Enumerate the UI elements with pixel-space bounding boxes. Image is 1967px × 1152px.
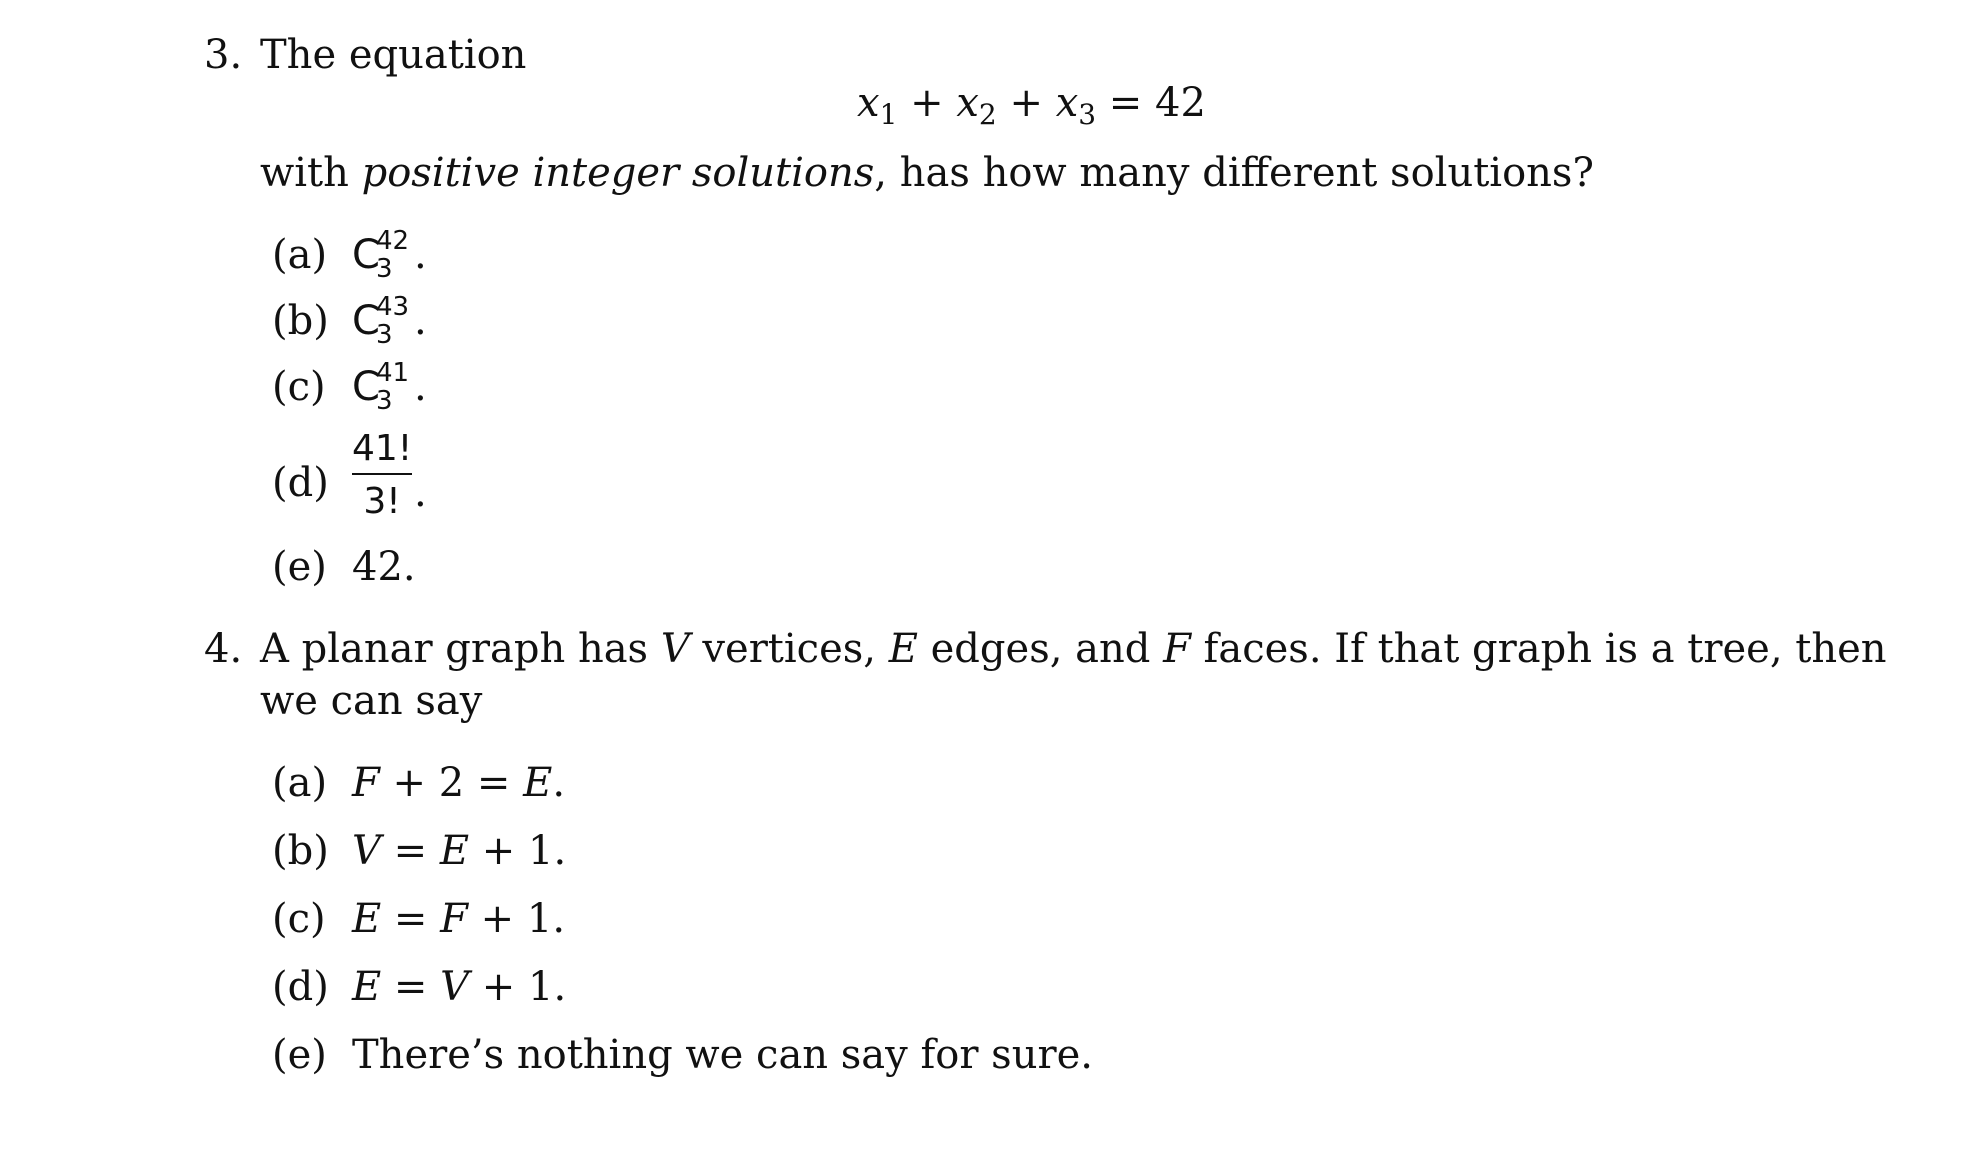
q4-option-b-label: (b) [272, 828, 329, 874]
q3-option-a-label: (a) [272, 232, 328, 278]
q4-option-e: There’s nothing we can say for sure. [352, 1032, 1093, 1078]
question-3-continuation: with positive integer solutions, has how many different solutions? [260, 150, 1594, 196]
q3-option-d-label: (d) [272, 460, 329, 506]
q3-option-a: C 42 3 . [352, 226, 427, 284]
question-3-number: 3. [204, 32, 243, 78]
q3-option-c: C 41 3 . [352, 358, 427, 416]
question-3-stem: The equation [260, 32, 527, 78]
question-4-line-2: we can say [260, 678, 483, 724]
question-4-number: 4. [204, 626, 243, 672]
q4-option-a-label: (a) [272, 760, 328, 806]
question-4-line-1: A planar graph has V vertices, E edges, and F faces. If that graph is a tree, then [260, 626, 1887, 672]
q4-option-d: E = V + 1. [352, 964, 567, 1010]
q4-option-a: F + 2 = E. [352, 760, 566, 806]
q4-option-c-label: (c) [272, 896, 326, 942]
q4-option-d-label: (d) [272, 964, 329, 1010]
q3-option-b: C 43 3 . [352, 292, 427, 350]
q3-option-d-period: . [414, 470, 427, 516]
q3-option-d-fraction: 41! 3! [352, 428, 413, 522]
q4-option-c: E = F + 1. [352, 896, 566, 942]
q4-option-e-label: (e) [272, 1032, 327, 1078]
q3-option-e: 42. [352, 544, 416, 590]
q3-option-c-label: (c) [272, 364, 326, 410]
q3-option-b-label: (b) [272, 298, 329, 344]
question-3-equation: $x_1 + x_2 + x_3 = 42$ [857, 80, 1206, 131]
q3-option-e-label: (e) [272, 544, 327, 590]
q4-option-b: V = E + 1. [352, 828, 567, 874]
